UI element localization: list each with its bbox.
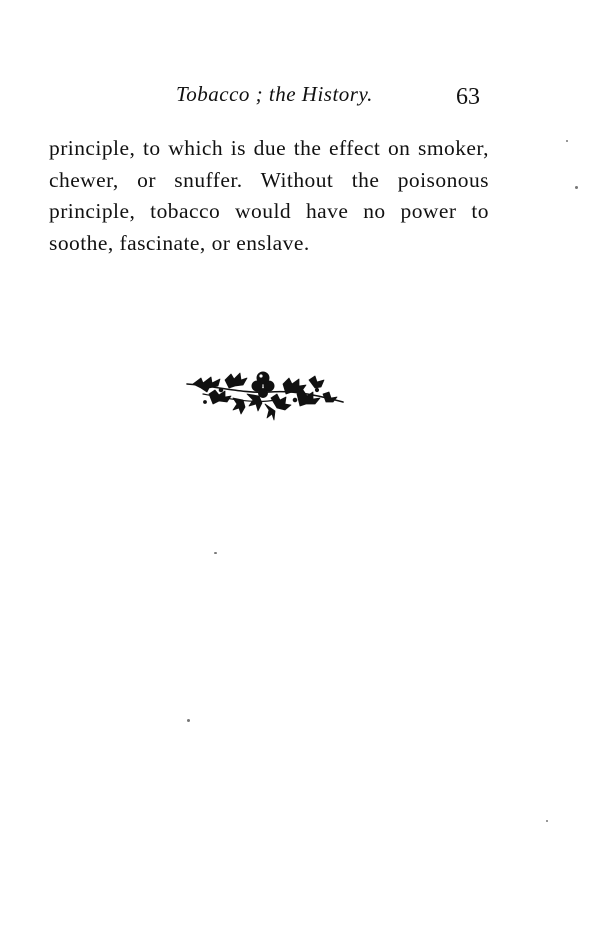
print-speck	[566, 140, 568, 142]
page-number: 63	[456, 84, 480, 110]
text-line: principle, tobacco would have no power to	[49, 199, 489, 224]
body-paragraph	[49, 133, 489, 259]
print-speck	[187, 719, 190, 722]
print-speck	[214, 552, 217, 554]
holly-sprig-ornament-icon	[185, 364, 345, 422]
running-title: Tobacco ; the History.	[176, 82, 373, 106]
print-speck	[546, 820, 548, 822]
page-header	[0, 82, 600, 116]
text-line: soothe, fascinate, or enslave.	[49, 230, 310, 255]
text-line: chewer, or snuffer. Without the poisonous	[49, 167, 489, 192]
text-line: principle, to which is due the effect on smoker,	[49, 136, 489, 160]
print-speck	[575, 186, 578, 189]
